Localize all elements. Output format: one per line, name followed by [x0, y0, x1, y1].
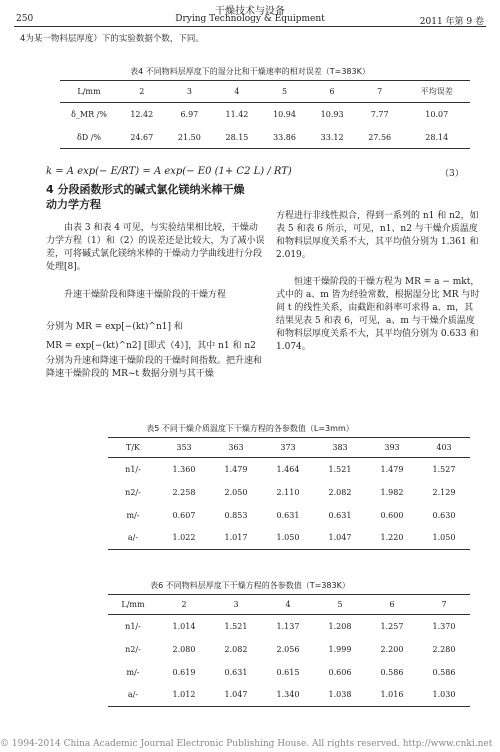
- table-cell: 21.50: [177, 132, 201, 142]
- table-cell: 1.050: [432, 533, 456, 543]
- table-cell: 0.607: [172, 510, 196, 520]
- table-cell: 33.86: [273, 132, 296, 142]
- table6-header-cell: 5: [337, 600, 343, 609]
- table-row: [108, 661, 470, 684]
- table5-header-cell: 363: [228, 443, 244, 452]
- issue-label: 2011 年第 9 卷: [419, 17, 484, 27]
- table4-header-cell: 3: [186, 87, 192, 96]
- table-cell: 28.15: [225, 132, 249, 142]
- table6-header-cell: 7: [441, 600, 447, 609]
- table5-caption: 表5 不同干燥介质温度下干燥方程的各参数值（L=3mm）: [146, 424, 354, 433]
- section-title-line2: 动力学方程: [46, 198, 101, 211]
- table-cell: 0.631: [224, 667, 248, 677]
- table-cell: 1.208: [328, 621, 352, 631]
- left-paragraph-3a: 分别为 MR = exp[−(kt)^n1] 和: [46, 322, 183, 332]
- table6-row-label: n2/-: [125, 644, 141, 654]
- table-cell: 0.619: [172, 667, 196, 677]
- table-row: [108, 504, 470, 527]
- table5-header-cell: 393: [384, 443, 400, 452]
- table-row: [60, 103, 470, 127]
- table6-header-cell: 6: [389, 600, 395, 609]
- table-cell: 1.016: [380, 690, 404, 700]
- table4-caption: 表4 不同物料层厚度下的湿分比和干燥速率的相对误差（T=383K）: [130, 67, 370, 76]
- table5-row-label: n2/-: [125, 487, 141, 497]
- table-cell: 2.110: [276, 487, 300, 497]
- left-paragraph-1: 由表 3 和表 4 可见，与实验结果相比较，干燥动力学方程（1）和（2）的误差还是比较大，为了减小误差，可将碱式氯化镁纳米棒的干燥动力学曲线进行分段处理[8]。: [46, 223, 265, 272]
- table-row: [108, 481, 470, 504]
- table5-header-cell: 353: [176, 443, 192, 452]
- table-cell: 0.631: [276, 510, 300, 520]
- table6-header-cell: 4: [285, 600, 291, 609]
- table-cell: 0.630: [432, 510, 456, 520]
- section-heading: [46, 182, 266, 212]
- table4: [60, 80, 470, 149]
- table-cell: 7.77: [370, 110, 389, 120]
- right-paragraph-1: 方程进行非线性拟合，得到一系列的 n1 和 n2，如表 5 和表 6 所示，可见，n1、n2 与干燥介质温度和物料层厚度关系不大，其平均值分别为 1.361 和 2.019。: [276, 211, 479, 260]
- table-cell: 10.07: [425, 110, 449, 120]
- table4-header-cell: L/mm: [77, 87, 101, 96]
- table-cell: 0.586: [432, 667, 456, 677]
- table-cell: 1.030: [432, 690, 456, 700]
- journal-chinese-title: 干燥技术与设备: [215, 6, 285, 17]
- table-cell: 1.370: [432, 621, 456, 631]
- section-title-line1: 4 分段函数形式的碱式氯化镁纳米棒干燥: [46, 183, 245, 196]
- table6-row-label: a/-: [127, 690, 139, 700]
- table4-header-cell: 2: [139, 87, 145, 96]
- table-cell: 1.527: [432, 464, 456, 474]
- table5-header-cell: 383: [332, 443, 348, 452]
- right-paragraph-2: 恒速干燥阶段的干燥方程为 MR = a − mkt，式中的 a、m 皆为经验常数，根据湿分比 MR 与时间 t 的线性关系，由截距和斜率可求得 a、m，其结果见表 5 和表 6，可见，a、m 与干燥介质温度和物料层厚度关系不大，其平均值分别为 0.633 和 1.074。: [276, 277, 480, 352]
- table-cell: 1.017: [224, 533, 248, 543]
- table-row: [108, 615, 470, 638]
- table-cell: 1.220: [380, 533, 404, 543]
- table-cell: 1.999: [328, 644, 352, 654]
- table-cell: 2.050: [224, 487, 248, 497]
- table-cell: 2.129: [432, 487, 456, 497]
- table6: [108, 594, 470, 707]
- table-cell: 2.200: [380, 644, 404, 654]
- equation-3: k = A exp(− E/RT) = A exp(− E0 (1+ C2 L) / RT): [46, 166, 292, 177]
- table-cell: 0.600: [380, 510, 404, 520]
- table-cell: 10.93: [320, 110, 344, 120]
- table-cell: 1.257: [380, 621, 404, 631]
- table-cell: 1.982: [380, 487, 404, 497]
- left-paragraph-3b: MR = exp[−(kt)^n2] [即式（4）]，其中 n1 和 n2: [46, 341, 256, 351]
- table6-header-row: [108, 595, 470, 615]
- header-rule: [14, 26, 486, 27]
- table4-header-cell: 4: [234, 87, 240, 96]
- table-cell: 2.082: [328, 487, 352, 497]
- table-cell: 1.479: [380, 464, 404, 474]
- copyright-footer: © 1994-2014 China Academic Journal Electronic Publishing House. All rights reserved. http://www.cnki.net: [0, 739, 493, 749]
- table-cell: 10.94: [273, 110, 296, 120]
- table-cell: 0.615: [276, 667, 300, 677]
- table6-caption: 表6 不同物料层厚度下干燥方程的各参数值（T=383K）: [150, 581, 350, 590]
- table-cell: 1.047: [328, 533, 352, 543]
- table-cell: 2.080: [172, 644, 196, 654]
- table-row: [108, 684, 470, 707]
- table-cell: 1.340: [276, 690, 300, 700]
- table4-header-cell: 7: [377, 87, 383, 96]
- page-number: 250: [16, 14, 34, 24]
- table-cell: 1.047: [224, 690, 248, 700]
- table5-header-cell: T/K: [125, 443, 140, 452]
- table5-row-label: m/-: [126, 510, 140, 520]
- table-cell: 1.360: [172, 464, 196, 474]
- table-cell: 2.258: [172, 487, 196, 497]
- table5-header-row: [108, 438, 470, 458]
- table-row: [108, 458, 470, 481]
- table4-row-label: δD /%: [76, 132, 102, 142]
- left-paragraph-2: 升速干燥阶段和降速干燥阶段的干燥方程: [64, 290, 227, 300]
- left-paragraph-3c: 分别为升速和降速干燥阶段的干燥时间指数。把升速和降速干燥阶段的 MR~t 数据分别与其干燥: [46, 356, 263, 379]
- table5: [108, 437, 470, 550]
- table4-header-cell: 5: [281, 87, 288, 96]
- table-cell: 1.050: [276, 533, 300, 543]
- table-cell: 2.280: [432, 644, 456, 654]
- table-cell: 2.082: [224, 644, 248, 654]
- table-cell: 1.479: [224, 464, 248, 474]
- table-cell: 27.56: [368, 132, 392, 142]
- table6-header-cell: 2: [181, 600, 187, 609]
- intro-line: 4为某一物料层厚度）下的实验数据个数，下同。: [20, 34, 204, 44]
- table4-header-row: [60, 81, 470, 103]
- table4-header-cell: 平均误差: [420, 87, 453, 96]
- table-cell: 33.12: [320, 132, 344, 142]
- table4-header-cell: 6: [329, 87, 335, 96]
- table-cell: 1.521: [224, 621, 248, 631]
- table-cell: 0.606: [328, 667, 352, 677]
- table6-row-label: n1/-: [125, 621, 141, 631]
- table5-header-cell: 373: [280, 443, 296, 452]
- table-cell: 1.038: [328, 690, 352, 700]
- table5-header-cell: 403: [436, 443, 452, 452]
- table-cell: 1.521: [328, 464, 352, 474]
- table-row: [108, 527, 470, 550]
- table-cell: 1.012: [172, 690, 196, 700]
- table-cell: 1.022: [172, 533, 196, 543]
- table-cell: 1.464: [276, 464, 300, 474]
- table-cell: 1.014: [172, 621, 196, 631]
- table6-header-cell: L/mm: [121, 600, 145, 609]
- equation-3-number: （3）: [440, 169, 464, 179]
- table4-row-label: δ_MR /%: [71, 110, 107, 120]
- journal-english-title: Drying Technology & Equipment: [175, 14, 325, 24]
- table-cell: 1.137: [276, 621, 300, 631]
- table-row: [60, 127, 470, 149]
- table-cell: 6.97: [180, 110, 199, 120]
- table-cell: 0.853: [224, 510, 248, 520]
- table-cell: 12.42: [130, 110, 154, 120]
- table-cell: 2.056: [276, 644, 300, 654]
- table-cell: 24.67: [130, 132, 154, 142]
- table6-header-cell: 3: [233, 600, 239, 609]
- table-cell: 28.14: [425, 132, 449, 142]
- table-cell: 11.42: [225, 110, 249, 120]
- table5-row-label: n1/-: [125, 464, 141, 474]
- table6-row-label: m/-: [126, 667, 140, 677]
- table5-row-label: a/-: [127, 533, 139, 543]
- table-cell: 0.586: [380, 667, 404, 677]
- table-cell: 0.631: [328, 510, 352, 520]
- table-row: [108, 638, 470, 661]
